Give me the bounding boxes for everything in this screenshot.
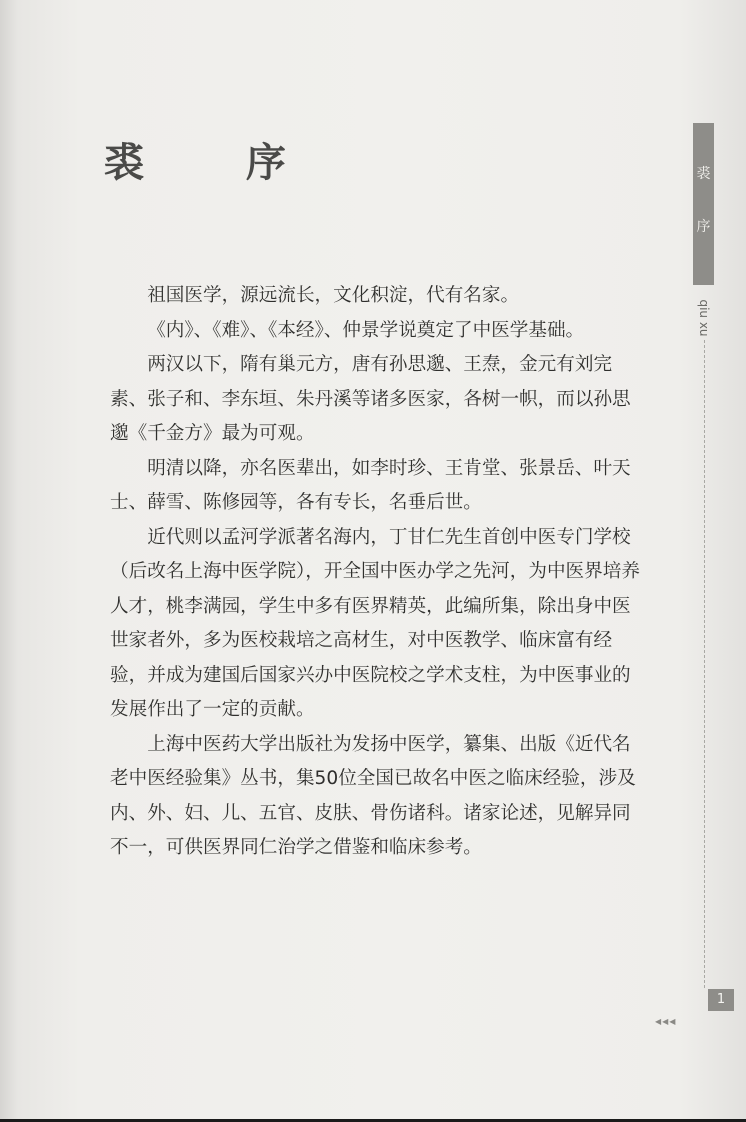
page-number: 1 [708, 989, 734, 1011]
paragraph: 明清以降，亦名医辈出，如李时珍、王肯堂、张景岳、叶天士、薛雪、陈修园等，各有专长，名垂后世。 [110, 457, 631, 513]
arrow-left-icon: ◀◀◀ [655, 1017, 677, 1026]
side-tab-char: 序 [696, 219, 711, 235]
paragraph: 两汉以下，隋有巢元方，唐有孙思邈、王焘，金元有刘完素、张子和、李东垣、朱丹溪等诸多医家，各树一帜，而以孙思邈《千金方》最为可观。 [110, 354, 631, 444]
side-section-tab [693, 123, 714, 285]
page-title: 裘 序 [104, 139, 330, 186]
side-pinyin-label: qiu xu [697, 299, 711, 337]
paragraph: 近代则以孟河学派著名海内，丁甘仁先生首创中医专门学校（后改名上海中医学院），开全国中医办学之先河，为中医界培养人才，桃李满园，学生中多有医界精英，此编所集，除出身中医世家者外，多为医校栽培之高材生，对中医教学、临床富有经验，并成为建国后国家兴办中医院校之学术支柱，为中医事业的发展作出了一定的贡献。 [110, 526, 640, 720]
side-dotted-rule [704, 340, 705, 988]
paragraph: 祖国医学，源远流长，文化积淀，代有名家。 [147, 285, 520, 306]
preface-body [110, 279, 644, 866]
paragraph: 上海中医药大学出版社为发扬中医学，纂集、出版《近代名老中医经验集》丛书，集50位全国已故名中医之临床经验，涉及内、外、妇、儿、五官、皮肤、骨伤诸科。诸家论述，见解异同不一，可供医界同仁治学之借鉴和临床参考。 [110, 733, 636, 858]
side-tab-char: 裘 [696, 166, 711, 182]
paragraph: 《内》、《难》、《本经》、仲景学说奠定了中医学基础。 [147, 319, 585, 341]
